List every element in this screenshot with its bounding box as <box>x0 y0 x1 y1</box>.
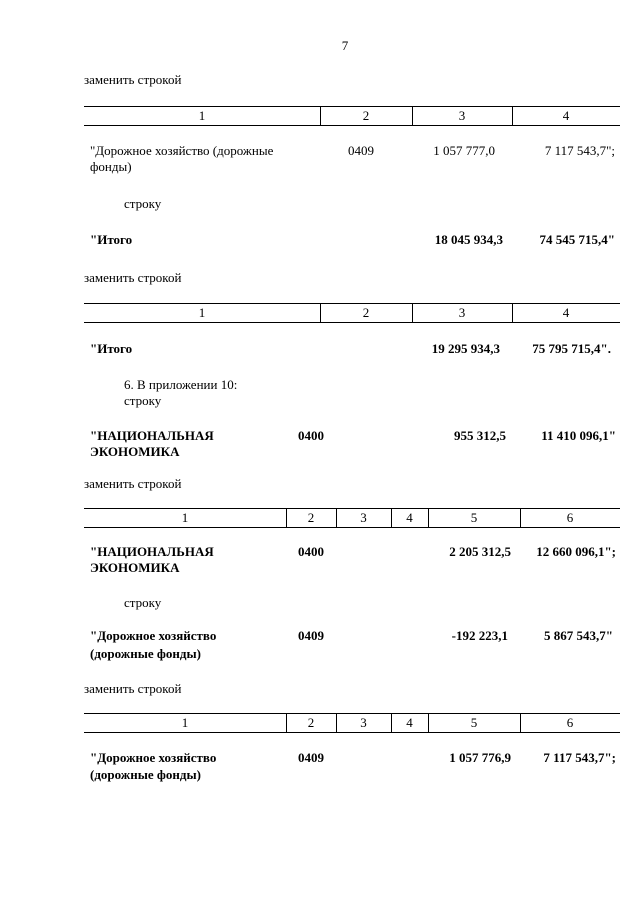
header-col-3: 3 <box>458 305 466 320</box>
header-col-3: 3 <box>360 715 367 730</box>
table-header-6col <box>84 508 620 528</box>
header-col-2: 2 <box>307 715 315 730</box>
row-value-1: 1 057 776,9 <box>449 750 511 765</box>
row-name-line2: фонды) <box>90 159 132 174</box>
row-value-1: -192 223,1 <box>451 628 508 643</box>
header-col-2: 2 <box>307 510 315 525</box>
row-name-line1: "Дорожное хозяйство (дорожные <box>90 143 274 158</box>
row-code: 0400 <box>298 544 324 559</box>
line-label: строку <box>124 196 162 211</box>
row-name-line2: (дорожные фонды) <box>90 767 201 782</box>
header-col-1: 1 <box>198 108 206 123</box>
header-col-6: 6 <box>566 510 574 525</box>
row-name-line2: ЭКОНОМИКА <box>90 560 180 575</box>
total-value-1: 19 295 934,3 <box>431 341 500 356</box>
line-label: строку <box>124 393 162 408</box>
header-col-1: 1 <box>181 510 189 525</box>
row-value-2: 12 660 096,1"; <box>536 544 616 559</box>
table-header-6col <box>84 713 620 733</box>
section-heading: 6. В приложении 10: <box>124 377 238 392</box>
total-name: "Итого <box>90 341 133 356</box>
row-value-1: 955 312,5 <box>454 428 506 443</box>
row-name-line1: "Дорожное хозяйство <box>90 628 217 643</box>
header-col-4: 4 <box>406 510 413 525</box>
header-col-1: 1 <box>181 715 189 730</box>
header-col-2: 2 <box>362 108 370 123</box>
header-col-3: 3 <box>458 108 466 123</box>
total-value-2: 74 545 715,4" <box>539 232 615 247</box>
replace-with-line-label: заменить строкой <box>84 681 182 696</box>
total-name: "Итого <box>90 232 133 247</box>
page-number: 7 <box>341 38 349 53</box>
row-name-line1: "НАЦИОНАЛЬНАЯ <box>90 544 214 559</box>
replace-with-line-label: заменить строкой <box>84 476 182 491</box>
header-col-4: 4 <box>562 108 570 123</box>
header-col-4: 4 <box>406 715 413 730</box>
row-value-2: 7 117 543,7"; <box>543 750 616 765</box>
table-header-4col <box>84 106 620 126</box>
row-value-2: 7 117 543,7"; <box>544 143 615 158</box>
table-header-4col <box>84 303 620 323</box>
total-value-1: 18 045 934,3 <box>434 232 503 247</box>
row-code: 0409 <box>348 143 374 158</box>
header-col-5: 5 <box>470 715 478 730</box>
row-name-line1: "Дорожное хозяйство <box>90 750 217 765</box>
row-code: 0409 <box>298 628 324 643</box>
row-value-1: 2 205 312,5 <box>449 544 511 559</box>
row-code: 0400 <box>298 428 324 443</box>
replace-with-line-label: заменить строкой <box>84 72 182 87</box>
row-value-2: 5 867 543,7" <box>544 628 613 643</box>
header-col-5: 5 <box>470 510 478 525</box>
total-value-2: 75 795 715,4". <box>532 341 611 356</box>
row-value-1: 1 057 777,0 <box>433 143 495 158</box>
row-name-line1: "НАЦИОНАЛЬНАЯ <box>90 428 214 443</box>
row-name-line2: (дорожные фонды) <box>90 646 201 661</box>
row-value-2: 11 410 096,1" <box>541 428 616 443</box>
header-col-6: 6 <box>566 715 574 730</box>
line-label: строку <box>124 595 162 610</box>
row-name-line2: ЭКОНОМИКА <box>90 444 180 459</box>
header-col-3: 3 <box>360 510 367 525</box>
header-col-4: 4 <box>562 305 570 320</box>
row-code: 0409 <box>298 750 324 765</box>
replace-with-line-label: заменить строкой <box>84 270 182 285</box>
header-col-2: 2 <box>362 305 370 320</box>
header-col-1: 1 <box>198 305 206 320</box>
